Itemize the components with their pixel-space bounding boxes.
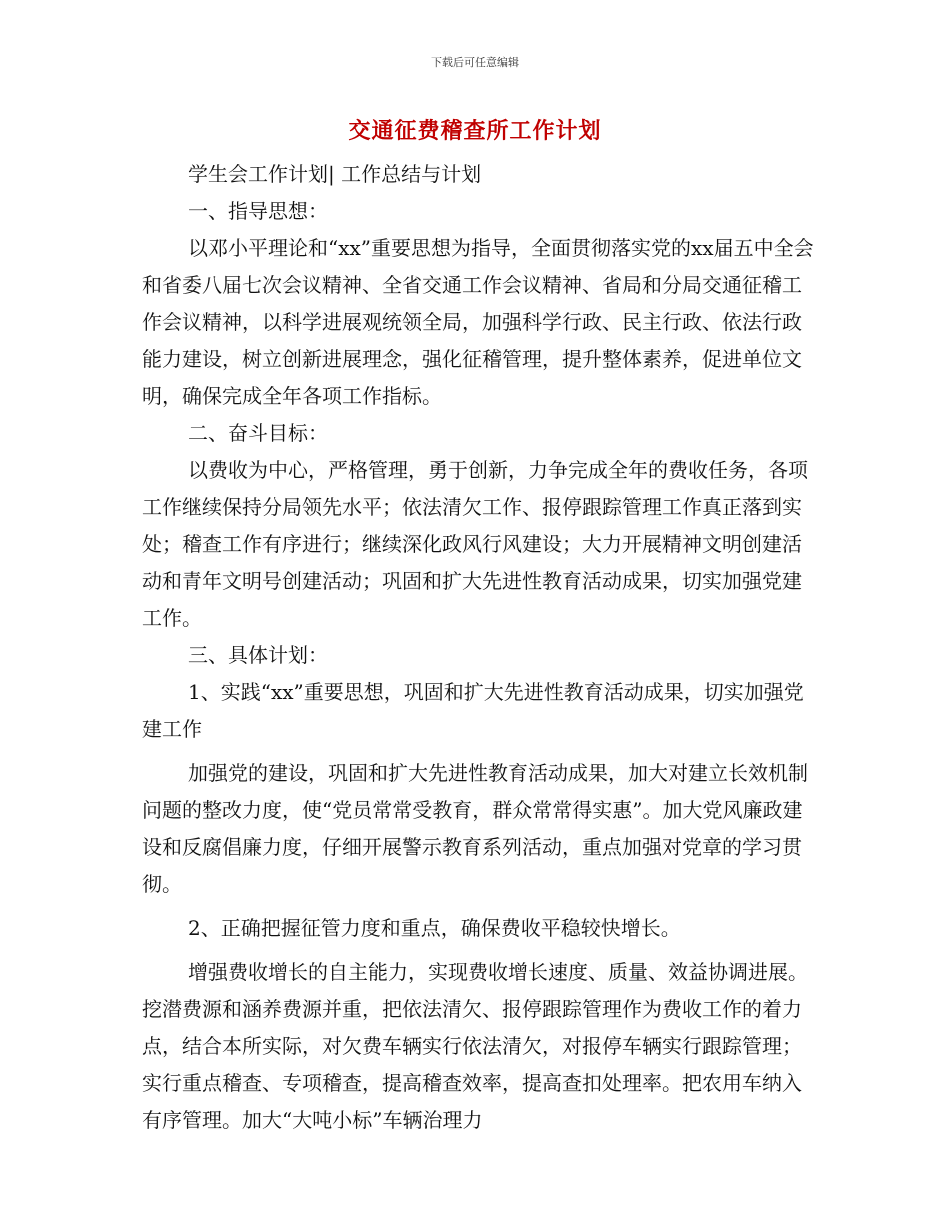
paragraph-guiding-thought: 以邓小平理论和“xx”重要思想为指导，全面贯彻落实党的xx届五中全会和省委八届七次会议精神、全省交通工作会议精神、省局和分局交通征稽工作会议精神，以科学进展观统领全局，加强科学行政、民主行政、依法行政能力建设，树立创新进展理念，强化征稽管理，提升整体素养，促进单位文明，确保完成全年各项工作指标。 bbox=[142, 236, 814, 408]
plan-item-1-heading: 1、实践“xx”重要思想，巩固和扩大先进性教育活动成果，切实加强党建工作 bbox=[142, 680, 804, 741]
page-header-note: 下载后可任意编辑 bbox=[431, 56, 519, 69]
plan-item-1-body: 加强党的建设，巩固和扩大先进性教育活动成果，加大对建立长效机制问题的整改力度，使“党员常常受教育，群众常常得实惠”。加大党风廉政建设和反腐倡廉力度，仔细开展警示教育系列活动，重点加强对党章的学习贯彻。 bbox=[142, 761, 808, 896]
plan-item-2-body: 增强费收增长的自主能力，实现费收增长速度、质量、效益协调进展。挖潜费源和涵养费源并重，把依法清欠、报停跟踪管理作为费收工作的着力点，结合本所实际，对欠费车辆实行依法清欠，对报停车辆实行跟踪管理；实行重点稽查、专项稽查，提高稽查效率，提高查扣处理率。把农用车纳入有序管理。加大“大吨小标”车辆治理力 bbox=[142, 960, 808, 1132]
plan-item-2-heading: 2、正确把握征管力度和重点，确保费收平稳较快增长。 bbox=[188, 916, 681, 940]
document-title: 交通征费稽查所工作计划 bbox=[348, 118, 602, 144]
subtitle-line: 学生会工作计划| 工作总结与计划 bbox=[188, 162, 482, 186]
document-body bbox=[142, 156, 814, 1139]
section-heading-plan: 三、具体计划： bbox=[188, 643, 328, 667]
section-heading-goals: 二、奋斗目标： bbox=[188, 421, 328, 445]
section-heading-guiding-thought: 一、指导思想： bbox=[188, 199, 328, 223]
paragraph-goals: 以费收为中心，严格管理，勇于创新，力争完成全年的费收任务，各项工作继续保持分局领先水平；依法清欠工作、报停跟踪管理工作真正落到实处；稽查工作有序进行；继续深化政风行风建设；大力开展精神文明创建活动和青年文明号创建活动；巩固和扩大先进性教育活动成果，切实加强党建工作。 bbox=[142, 458, 808, 630]
